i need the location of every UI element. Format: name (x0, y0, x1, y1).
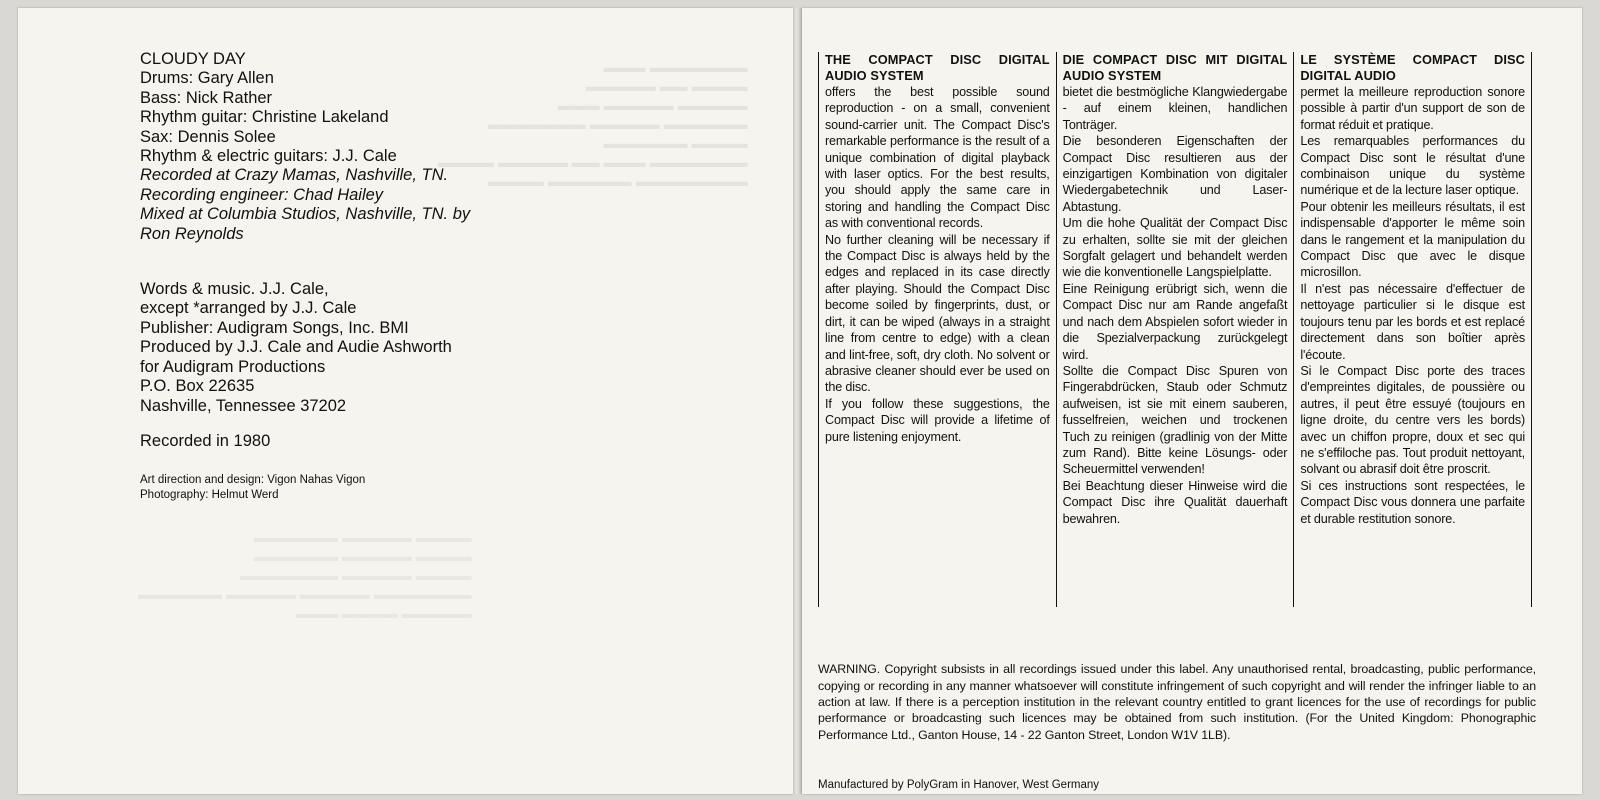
manufacturer-note: Manufactured by PolyGram in Hanover, West Germany (818, 778, 1100, 791)
french-paragraph: permet la meilleure reproduction sonore possible à partir d'un support de son de format réduit et pratique. (1300, 85, 1526, 132)
french-column (1293, 52, 1532, 607)
german-column (1056, 52, 1294, 607)
recording-line: Ron Reynolds (140, 224, 244, 243)
german-paragraph: Eine Reinigung erübrigt sich, wenn die Compact Disc nur am Rande angefaßt und nach dem Abspielen sofort wieder in die Spezialverpackung zurückgelegt wird. (1062, 281, 1288, 362)
english-paragraph: No further cleaning will be necessary if the Compact Disc is always held by the edges and replaced in its case directly after playing. Should the Compact Disc become soiled by fingerprints, dust, or dirt, it can be wiped (always in a straight line from centre to edge) with a clean and lint-free, soft, dry cloth. No solvent or abrasive cleaner should ever be used on the disc. (825, 232, 1050, 395)
art-credit-line: Photography: Helmut Werd (140, 489, 279, 502)
credit-line: Drums: Gary Allen (140, 69, 274, 88)
credit-line: Rhythm & electric guitars: J.J. Cale (140, 147, 397, 166)
publishing-credits (140, 280, 700, 416)
german-paragraph: Sollte die Compact Disc Spuren von Fingerabdrücken, Staub oder Schmutz aufweisen, ist sie mit einem sauberen, fusselfreien, weichen und trockenen Tuch zu reinigen (gradlinig von der Mitte zum Rand). Bitte keine Lösungs- oder Scheuermittel verwenden! (1062, 363, 1288, 477)
show-through-text: ▬▬▬▬▬▬▬ ▬▬▬ ▬▬▬▬ ▬▬ ▬▬▬▬▬ ▬▬▬▬▬ ▬▬▬▬▬ ▬▬▬ ▬▬▬▬▬▬ ▬▬▬▬▬ ▬▬▬▬▬▬▬ ▬▬▬▬ ▬▬▬▬▬▬ ▬▬▬▬▬▬▬ ▬▬▬ ▬▬ ▬▬▬▬▬ ▬▬▬▬ ▬▬▬▬▬▬▬▬ ▬▬▬▬▬▬ ▬▬▬▬ (438, 59, 748, 189)
english-column (818, 52, 1056, 607)
german-paragraph: bietet die bestmögliche Klangwiedergabe - auf einem kleinen, handlichen Tonträger. (1062, 85, 1288, 132)
art-credit-line: Art direction and design: Vigon Nahas Vigon (140, 474, 366, 487)
art-credits (140, 473, 700, 503)
english-heading: THE COMPACT DISC DIGITAL AUDIO SYSTEM (825, 52, 1050, 83)
german-paragraph: Bei Beachtung dieser Hinweise wird die Compact Disc ihre Qualität dauerhaft bewahren. (1062, 478, 1288, 526)
english-paragraph: If you follow these suggestions, the Compact Disc will provide a lifetime of pure listening enjoyment. (825, 396, 1050, 444)
french-paragraph: Il n'est pas nécessaire d'effectuer de nettoyage particulier si le disque est toujours tenu par les bords et est replacé directement dans son boîtier après l'écoute. (1300, 281, 1526, 362)
french-paragraph: Les remarquables performances du Compact Disc sont le résultat d'une combinaison unique du système numérique et de la lecture laser optique. (1300, 134, 1526, 198)
credits (140, 50, 700, 503)
french-heading: LE SYSTÈME COMPACT DISC DIGITAL AUDIO (1300, 52, 1526, 83)
cd-info-columns (818, 52, 1532, 607)
booklet-spine (793, 8, 802, 794)
right-page (802, 8, 1582, 794)
recording-line: Recording engineer: Chad Hailey (140, 185, 384, 204)
track-title: CLOUDY DAY (140, 50, 246, 68)
show-through-text: ▬▬▬▬ ▬▬▬▬▬ ▬▬▬▬▬▬ ▬▬▬▬ ▬▬▬▬▬ ▬▬▬▬▬▬ ▬▬▬▬ ▬▬▬▬▬ ▬▬▬▬▬▬▬ ▬▬▬▬▬▬▬ ▬▬▬▬▬ ▬▬▬▬▬ ▬▬▬▬▬▬ ▬▬▬▬▬ ▬▬▬▬ ▬▬▬ (138, 529, 472, 621)
german-heading: DIE COMPACT DISC MIT DIGITAL AUDIO SYSTEM (1062, 52, 1288, 83)
recorded-year (140, 432, 700, 451)
english-paragraph: offers the best possible sound reproduction - on a small, convenient sound-carrier unit. The Compact Disc's remarkable performance is the result of a unique combination of digital playback with laser optics. For the best results, you should apply the same care in storing and handling the Compact Disc as with conventional records. (825, 85, 1050, 231)
publishing-line: Nashville, Tennessee 37202 (140, 396, 347, 415)
credit-line: Sax: Dennis Solee (140, 127, 276, 146)
french-paragraph: Si le Compact Disc porte des traces d'empreintes digitales, de poussière ou autres, il peut être essuyé (toujours en ligne droite, du centre vers les bords) avec un chiffon propre, doux et sec qui ne s'effiloche pas. Tout produit nettoyant, solvant ou abrasif doit être proscrit. (1300, 363, 1526, 477)
recorded-line: Recorded in 1980 (140, 431, 271, 450)
publishing-line: Publisher: Audigram Songs, Inc. BMI (140, 318, 409, 337)
credit-line: Bass: Nick Rather (140, 88, 273, 107)
left-page (18, 8, 793, 794)
publishing-line: P.O. Box 22635 (140, 377, 255, 396)
german-paragraph: Die besonderen Eigenschaften der Compact Disc resultieren aus der einzigartigen Kombination von digitaler Wiedergabetechnik und Laser-Abtastung. (1062, 134, 1288, 214)
german-paragraph: Um die hohe Qualität der Compact Disc zu erhalten, sollte sie mit der gleichen Sorgfalt gelagert und behandelt werden wie die konventionelle Langspielplatte. (1062, 216, 1288, 280)
track-credits (140, 50, 700, 244)
publishing-line: Produced by J.J. Cale and Audie Ashworth (140, 338, 452, 357)
french-paragraph: Pour obtenir les meilleurs résultats, il est indispensable d'apporter le même soin dans le rangement et la manipulation du Compact Disc que avec le disque microsillon. (1300, 199, 1526, 280)
publishing-line: except *arranged by J.J. Cale (140, 299, 357, 318)
copyright-warning: WARNING. Copyright subsists in all recordings issued under this label. Any unauthorised rental, broadcasting, public performance, copying or recording in any manner whatsoever will constitute infringement of such copyright and will render the infringer liable to an action at law. If there is a perception institution in the relevant country entitled to grant licences for the use of recordings for public performance or broadcasting such licences may be obtained from such institution. (For the United Kingdom: Phonographic Performance Ltd., Ganton House, 14 - 22 Ganton Street, London W1V 1LB). (818, 662, 1536, 742)
recording-line: Mixed at Columbia Studios, Nashville, TN. by (140, 205, 471, 224)
publishing-line: for Audigram Productions (140, 357, 326, 376)
recording-line: Recorded at Crazy Mamas, Nashville, TN. (140, 166, 449, 185)
publishing-line: Words & music. J.J. Cale, (140, 280, 329, 299)
credit-line: Rhythm guitar: Christine Lakeland (140, 108, 389, 127)
french-paragraph: Si ces instructions sont respectées, le Compact Disc vous donnera une parfaite et durable restitution sonore. (1300, 478, 1526, 526)
